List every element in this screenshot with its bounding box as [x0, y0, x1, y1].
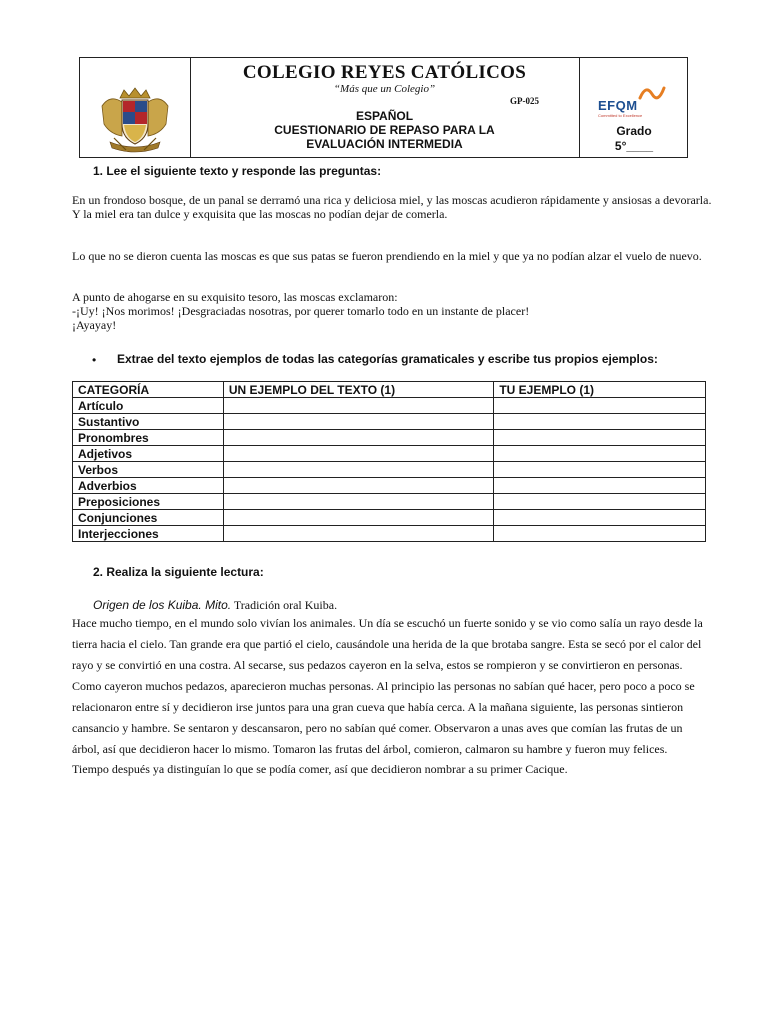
story-paragraph-5: ¡Ayayay!: [72, 318, 117, 332]
story-paragraph-1: En un frondoso bosque, de un panal se derramó una rica y deliciosa miel, y las moscas acudieron rápidamente y ansiosas a devorarla. Y la miel era tan dulce y exquisita que las moscas no podían dejar de comerla.: [72, 193, 712, 221]
efqm-tagline: Committed to Excellence: [598, 113, 643, 118]
document-header: [79, 57, 688, 158]
category-cell: Artículo: [73, 398, 224, 414]
reading-last-line: Tiempo después ya distinguían lo que se podía comer, así que decidieron nombrar a su primer Cacique.: [72, 762, 568, 776]
table-row: [73, 446, 706, 462]
document-subject: [190, 109, 579, 151]
school-crest-cell: [80, 58, 191, 157]
question-2-title: 2. Realiza la siguiente lectura:: [93, 565, 264, 579]
own-example-cell[interactable]: [494, 494, 706, 510]
table-header-cell: UN EJEMPLO DEL TEXTO (1): [223, 382, 494, 398]
table-row: [73, 430, 706, 446]
school-crest-icon: [80, 58, 190, 157]
table-header-row: [73, 382, 706, 398]
efqm-swirl-icon: [638, 82, 668, 104]
question-1-title: 1. Lee el siguiente texto y responde las preguntas:: [93, 164, 382, 178]
text-example-cell[interactable]: [223, 414, 494, 430]
grammar-category-table: [72, 381, 706, 542]
story-paragraph-4: -¡Uy! ¡Nos morimos! ¡Desgraciadas nosotras, por querer tomarlo todo en un instante de placer!: [72, 304, 530, 318]
own-example-cell[interactable]: [494, 478, 706, 494]
text-example-cell[interactable]: [223, 462, 494, 478]
own-example-cell[interactable]: [494, 526, 706, 542]
grade-label: Grado: [616, 124, 652, 138]
reading-title-source: Tradición oral Kuiba.: [231, 598, 338, 612]
reading-title: [93, 598, 337, 613]
efqm-logo: EFQM: [598, 98, 638, 113]
own-example-cell[interactable]: [494, 414, 706, 430]
table-row: [73, 478, 706, 494]
text-example-cell[interactable]: [223, 510, 494, 526]
category-cell: Adjetivos: [73, 446, 224, 462]
category-cell: Interjecciones: [73, 526, 224, 542]
category-cell: Sustantivo: [73, 414, 224, 430]
table-row: [73, 398, 706, 414]
own-example-cell[interactable]: [494, 510, 706, 526]
table-row: [73, 510, 706, 526]
table-row: [73, 526, 706, 542]
story-paragraph-2: Lo que no se dieron cuenta las moscas es que sus patas se fueron prendiendo en la miel y que ya no podían alzar el vuelo de nuevo.: [72, 249, 702, 263]
category-cell: Conjunciones: [73, 510, 224, 526]
own-example-cell[interactable]: [494, 446, 706, 462]
school-motto: “Más que un Colegio”: [333, 83, 436, 95]
table-row: [73, 494, 706, 510]
subject-line-1: ESPAÑOL: [355, 109, 414, 123]
category-cell: Pronombres: [73, 430, 224, 446]
reading-body: [72, 613, 712, 778]
bullet-instruction: Extrae del texto ejemplos de todas las categorías gramaticales y escribe tus propios ejemplos:: [117, 352, 658, 366]
text-example-cell[interactable]: [223, 398, 494, 414]
own-example-cell[interactable]: [494, 430, 706, 446]
school-name: COLEGIO REYES CATÓLICOS: [242, 62, 527, 83]
text-example-cell[interactable]: [223, 446, 494, 462]
grade-value: 5°____: [614, 139, 654, 153]
category-cell: Verbos: [73, 462, 224, 478]
text-example-cell[interactable]: [223, 494, 494, 510]
category-cell: Adverbios: [73, 478, 224, 494]
text-example-cell[interactable]: [223, 526, 494, 542]
bullet-icon: •: [92, 353, 97, 367]
table-row: [73, 462, 706, 478]
grade-field: [580, 124, 688, 154]
header-title-cell: [190, 58, 579, 157]
text-example-cell[interactable]: [223, 430, 494, 446]
subject-line-2: CUESTIONARIO DE REPASO PARA LA: [274, 123, 495, 137]
table-header-cell: TU EJEMPLO (1): [494, 382, 706, 398]
table-row: [73, 414, 706, 430]
own-example-cell[interactable]: [494, 398, 706, 414]
document-code: GP-025: [510, 96, 539, 106]
category-cell: Preposiciones: [73, 494, 224, 510]
table-header-cell: CATEGORÍA: [73, 382, 224, 398]
text-example-cell[interactable]: [223, 478, 494, 494]
own-example-cell[interactable]: [494, 462, 706, 478]
story-paragraph-3: A punto de ahogarse en su exquisito tesoro, las moscas exclamaron:: [72, 290, 398, 304]
subject-line-3: EVALUACIÓN INTERMEDIA: [306, 137, 463, 151]
reading-title-italic: Origen de los Kuiba. Mito.: [93, 598, 232, 612]
header-grade-cell: [579, 58, 688, 157]
reading-paragraph: Hace mucho tiempo, en el mundo solo vivían los animales. Un día se escuchó un fuerte sonido y se vio como salía un rayo desde la tierra hacia el cielo. Tan grande era que partió el cielo, causándole una herida de la que brotaba sangre. Esta se secó por el calor del rayo y se convirtió en una costra. Al secarse, sus pedazos cayeron en la selva, estos se rompieron y se convirtieron en personas. Como cayeron muchos pedazos, aparecieron muchas personas. Al principio las personas no sabían qué hacer, pero poco a poco se relacionaron entre sí y decidieron irse juntos para una gran cueva que había cerca. A la mañana siguiente, las personas sintieron cansancio y hambre. Se sentaron y descansaron, pero no sabían qué comer. Observaron a unas aves que comían las frutas de un árbol, así que decidieron hacer lo mismo. Tomaron las frutas del árbol, comieron, calmaron su hambre y fueron muy felices.: [72, 616, 703, 756]
